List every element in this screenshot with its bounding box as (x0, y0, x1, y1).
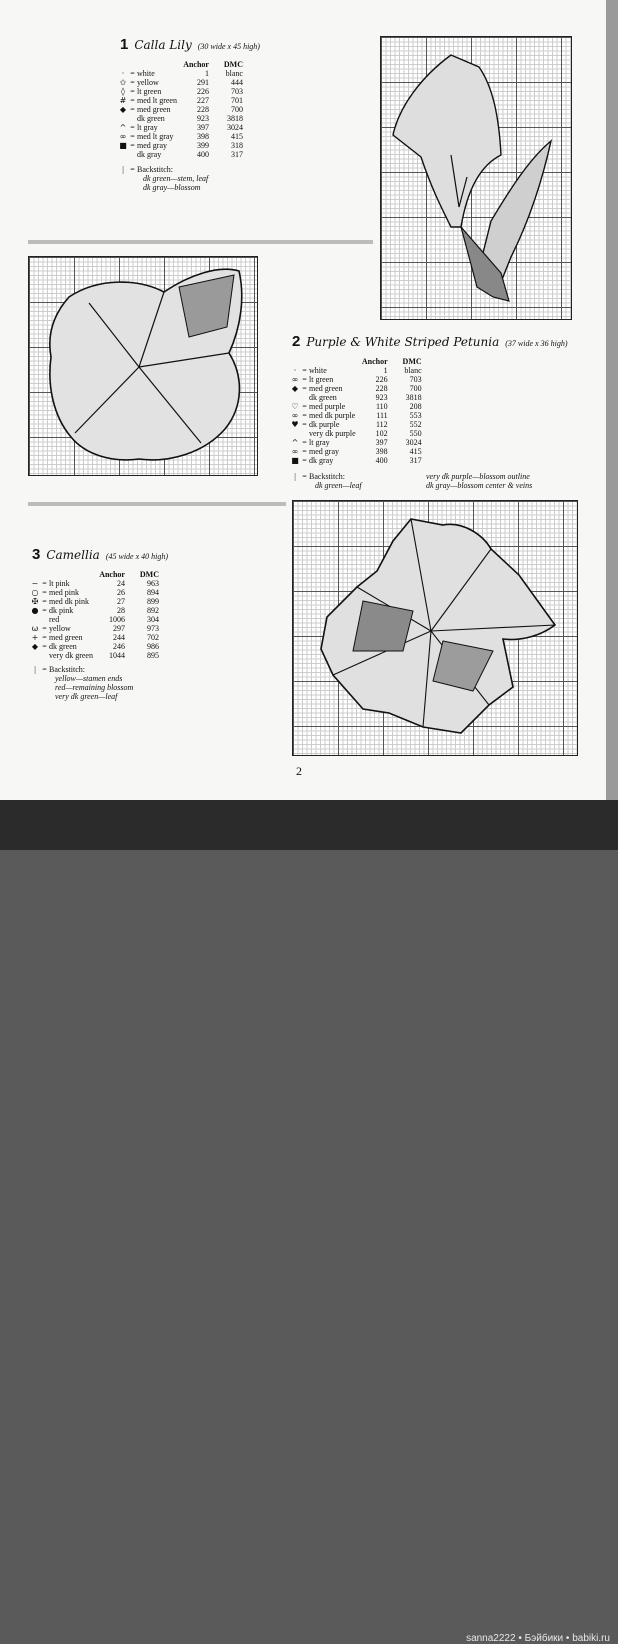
backstitch-line: red—remaining blossom (55, 683, 134, 692)
stitch-symbol (118, 114, 128, 123)
petunia-motif (29, 257, 257, 475)
key-row (290, 447, 422, 456)
key-row (290, 420, 422, 429)
stitch-symbol (290, 429, 300, 438)
anchor-number: 1044 (108, 651, 125, 660)
equals-sign: = (42, 579, 47, 588)
key-row (30, 615, 159, 624)
color-name: red (49, 615, 60, 624)
dmc-number: blanc (404, 366, 422, 375)
key-header-row (118, 60, 243, 69)
stitch-symbol: ∞ (119, 132, 127, 141)
anchor-number: 228 (375, 384, 388, 393)
dmc-number: 701 (230, 96, 243, 105)
dmc-number: 894 (146, 588, 159, 597)
backstitch-label: Backstitch: (137, 165, 173, 174)
anchor-number: 1006 (108, 615, 125, 624)
equals-sign: = (42, 633, 47, 642)
dmc-number: 963 (146, 579, 159, 588)
anchor-number: 102 (375, 429, 388, 438)
pattern-3-color-key (30, 570, 159, 660)
dmc-column-header: DMC (402, 357, 422, 366)
equals-sign: = (42, 606, 47, 615)
pattern-title: Calla Lily (134, 38, 192, 52)
pattern-1-heading (120, 36, 260, 53)
key-row (290, 366, 422, 375)
color-name: yellow (137, 78, 159, 87)
color-name: med green (49, 633, 83, 642)
camellia-motif (293, 501, 577, 755)
stitch-symbol: ∞ (291, 447, 299, 456)
color-name: lt green (137, 87, 162, 96)
pattern-2-heading (292, 333, 567, 350)
dmc-number: 317 (409, 456, 422, 465)
anchor-number: 399 (196, 141, 209, 150)
page-edge (606, 0, 618, 800)
stitch-symbol: ■ (119, 141, 127, 150)
key-row (118, 96, 243, 105)
equals-sign: = (302, 420, 307, 429)
dmc-number: 895 (146, 651, 159, 660)
pattern-2-backstitch: | = Backstitch: very dk purple—blossom outline dk green—leaf dk gray—blossom center & veins (294, 472, 533, 490)
equals-sign: = (302, 384, 307, 393)
key-header-row (30, 570, 159, 579)
equals-sign: = (302, 447, 307, 456)
backstitch-label: Backstitch: (49, 665, 85, 674)
anchor-number: 27 (116, 597, 125, 606)
dmc-number: 318 (230, 141, 243, 150)
equals-sign: = (130, 78, 135, 87)
stitch-symbol: ✩ (119, 78, 127, 87)
equals-sign: = (302, 366, 307, 375)
dmc-number: 899 (146, 597, 159, 606)
anchor-number: 244 (112, 633, 125, 642)
color-name: yellow (49, 624, 71, 633)
backstitch-line: very dk purple—blossom outline (426, 472, 530, 481)
anchor-number: 226 (375, 375, 388, 384)
anchor-number: 24 (116, 579, 125, 588)
stitch-symbol (30, 651, 40, 660)
equals-sign (128, 150, 137, 159)
key-row (118, 114, 243, 123)
key-row (30, 579, 159, 588)
color-name: white (137, 69, 155, 78)
stitch-symbol: + (31, 633, 39, 642)
stitch-symbol: # (119, 96, 127, 105)
key-row (118, 132, 243, 141)
color-name: med green (309, 384, 343, 393)
pattern-number: 3 (32, 546, 41, 563)
color-name: very dk green (49, 651, 93, 660)
dmc-number: 317 (230, 150, 243, 159)
equals-sign: = (302, 375, 307, 384)
key-row (30, 588, 159, 597)
anchor-number: 397 (196, 123, 209, 132)
pattern-1-color-key (118, 60, 243, 159)
key-row (118, 87, 243, 96)
page-number: 2 (296, 764, 302, 778)
dmc-number: blanc (225, 69, 243, 78)
dmc-number: 444 (230, 78, 243, 87)
key-row (290, 393, 422, 402)
equals-sign (40, 651, 49, 660)
equals-sign: = (42, 597, 47, 606)
color-name: dk green (137, 114, 165, 123)
color-name: med gray (137, 141, 167, 150)
color-name: dk green (309, 393, 337, 402)
pattern-title: Purple & White Striped Petunia (306, 335, 500, 349)
stitch-symbol: · (121, 69, 125, 78)
anchor-number: 400 (196, 150, 209, 159)
anchor-number: 228 (196, 105, 209, 114)
backstitch-line: yellow—stamen ends (55, 674, 123, 683)
backstitch-line: dk green—stem, leaf (143, 174, 209, 183)
stitch-symbol: ∞ (291, 375, 299, 384)
pattern-1-backstitch: | = Backstitch: dk green—stem, leaf dk gray—blossom (118, 165, 208, 192)
color-name: med lt gray (137, 132, 174, 141)
anchor-number: 923 (196, 114, 209, 123)
dmc-number: 3818 (226, 114, 243, 123)
anchor-number: 400 (375, 456, 388, 465)
key-row (30, 606, 159, 615)
calla-lily-motif (381, 37, 571, 319)
color-name: dk purple (309, 420, 340, 429)
backstitch-line: dk gray—blossom (143, 183, 201, 192)
color-name: med dk pink (49, 597, 89, 606)
key-row (290, 456, 422, 465)
color-name: dk green (49, 642, 77, 651)
key-row (290, 411, 422, 420)
equals-sign: = (42, 624, 47, 633)
anchor-number: 111 (376, 411, 388, 420)
key-row (290, 402, 422, 411)
anchor-number: 923 (375, 393, 388, 402)
equals-sign: = (130, 105, 135, 114)
stitch-symbol: ◊ (121, 87, 125, 96)
key-row (30, 642, 159, 651)
color-name: lt pink (49, 579, 70, 588)
section-divider (28, 240, 373, 244)
anchor-column-header: Anchor (183, 60, 209, 69)
dmc-number: 892 (146, 606, 159, 615)
backstitch-line: very dk green—leaf (55, 692, 118, 701)
equals-sign: = (302, 411, 307, 420)
color-name: lt green (309, 375, 334, 384)
color-name: med pink (49, 588, 79, 597)
dmc-number: 703 (230, 87, 243, 96)
dmc-number: 415 (409, 447, 422, 456)
equals-sign (40, 615, 49, 624)
stitch-symbol: ■ (291, 456, 299, 465)
stitch-symbol (30, 615, 40, 624)
anchor-number: 246 (112, 642, 125, 651)
dmc-number: 986 (146, 642, 159, 651)
pattern-size: (45 wide x 40 high) (105, 552, 169, 561)
color-name: dk gray (309, 456, 334, 465)
key-header-row (290, 357, 422, 366)
stitch-symbol: ◆ (291, 384, 299, 393)
anchor-number: 297 (112, 624, 125, 633)
stitch-symbol: ^ (119, 123, 127, 132)
pattern-title: Camellia (46, 548, 100, 562)
calla-lily-chart (380, 36, 572, 320)
stitch-symbol: ◆ (119, 105, 127, 114)
anchor-number: 227 (196, 96, 209, 105)
key-row (118, 123, 243, 132)
anchor-number: 28 (116, 606, 125, 615)
dmc-number: 552 (409, 420, 422, 429)
color-name: dk gray (137, 150, 162, 159)
pattern-number: 2 (292, 333, 301, 350)
dmc-number: 973 (146, 624, 159, 633)
stitch-symbol: ~ (31, 579, 39, 588)
pattern-3-heading (32, 546, 168, 563)
color-name: white (309, 366, 327, 375)
color-name: med dk purple (309, 411, 356, 420)
color-name: lt gray (137, 123, 158, 132)
backstitch-line: dk green—leaf (315, 481, 362, 490)
pattern-size: (30 wide x 45 high) (197, 42, 260, 51)
key-row (118, 105, 243, 114)
anchor-column-header: Anchor (99, 570, 125, 579)
footer-bar (0, 800, 618, 1644)
equals-sign: = (130, 123, 135, 132)
dmc-number: 702 (146, 633, 159, 642)
pattern-2-color-key (290, 357, 422, 465)
pattern-number: 1 (120, 36, 129, 53)
key-row (30, 633, 159, 642)
equals-sign (128, 114, 137, 123)
equals-sign: = (130, 141, 135, 150)
dmc-number: 3024 (226, 123, 243, 132)
stitch-symbol: ○ (31, 588, 39, 597)
stitch-symbol: ∞ (291, 411, 299, 420)
dmc-number: 304 (146, 615, 159, 624)
stitch-symbol: ✠ (31, 597, 39, 606)
anchor-number: 291 (196, 78, 209, 87)
key-row (30, 624, 159, 633)
section-divider (28, 502, 286, 506)
backstitch-label: Backstitch: (309, 472, 345, 481)
anchor-number: 226 (196, 87, 209, 96)
dmc-number: 700 (409, 384, 422, 393)
color-name: med gray (309, 447, 339, 456)
color-name: med purple (309, 402, 346, 411)
anchor-number: 397 (375, 438, 388, 447)
dmc-number: 700 (230, 105, 243, 114)
anchor-number: 26 (116, 588, 125, 597)
equals-sign: = (130, 132, 135, 141)
equals-sign: = (302, 402, 307, 411)
dmc-column-header: DMC (223, 60, 243, 69)
stitch-symbol: ^ (291, 438, 299, 447)
dmc-column-header: DMC (139, 570, 159, 579)
equals-sign: = (302, 456, 307, 465)
stitch-symbol: · (293, 366, 297, 375)
equals-sign: = (130, 87, 135, 96)
anchor-number: 1 (383, 366, 388, 375)
color-name: very dk purple (309, 429, 356, 438)
key-row (290, 384, 422, 393)
dmc-number: 553 (409, 411, 422, 420)
key-row (118, 69, 243, 78)
camellia-chart (292, 500, 578, 756)
stitch-symbol (118, 150, 128, 159)
equals-sign (300, 429, 309, 438)
pattern-3-backstitch: | = Backstitch: yellow—stamen ends red—remaining blossom very dk green—leaf (30, 665, 133, 701)
anchor-number: 1 (204, 69, 209, 78)
dmc-number: 415 (230, 132, 243, 141)
dmc-number: 3024 (405, 438, 422, 447)
stitch-symbol: ◆ (31, 642, 39, 651)
pattern-page (0, 0, 606, 800)
color-name: med lt green (137, 96, 177, 105)
color-name: dk pink (49, 606, 74, 615)
anchor-number: 398 (375, 447, 388, 456)
anchor-column-header: Anchor (361, 357, 388, 366)
key-row (118, 141, 243, 150)
equals-sign: = (42, 642, 47, 651)
pattern-size: (37 wide x 36 high) (505, 339, 568, 348)
stitch-symbol: ω (31, 624, 39, 633)
anchor-number: 398 (196, 132, 209, 141)
equals-sign: = (130, 96, 135, 105)
key-row (290, 429, 422, 438)
key-row (30, 597, 159, 606)
petunia-chart (28, 256, 258, 476)
equals-sign: = (130, 69, 135, 78)
key-row (290, 375, 422, 384)
equals-sign (300, 393, 309, 402)
key-row (118, 78, 243, 87)
backstitch-line: dk gray—blossom center & veins (426, 481, 533, 490)
dmc-number: 3818 (405, 393, 422, 402)
dmc-number: 208 (409, 402, 422, 411)
equals-sign: = (302, 438, 307, 447)
stitch-symbol: ● (31, 606, 39, 615)
stitch-symbol: ♡ (291, 402, 299, 411)
anchor-number: 110 (375, 402, 388, 411)
key-row (118, 150, 243, 159)
dmc-number: 703 (409, 375, 422, 384)
color-name: med green (137, 105, 171, 114)
watermark: sanna2222 • Бэйбики • babiki.ru (466, 1633, 610, 1644)
stitch-symbol: ♥ (291, 420, 299, 429)
stitch-symbol (290, 393, 300, 402)
key-row (290, 438, 422, 447)
equals-sign: = (42, 588, 47, 597)
anchor-number: 112 (375, 420, 388, 429)
dmc-number: 550 (409, 429, 422, 438)
key-row (30, 651, 159, 660)
color-name: lt gray (309, 438, 330, 447)
